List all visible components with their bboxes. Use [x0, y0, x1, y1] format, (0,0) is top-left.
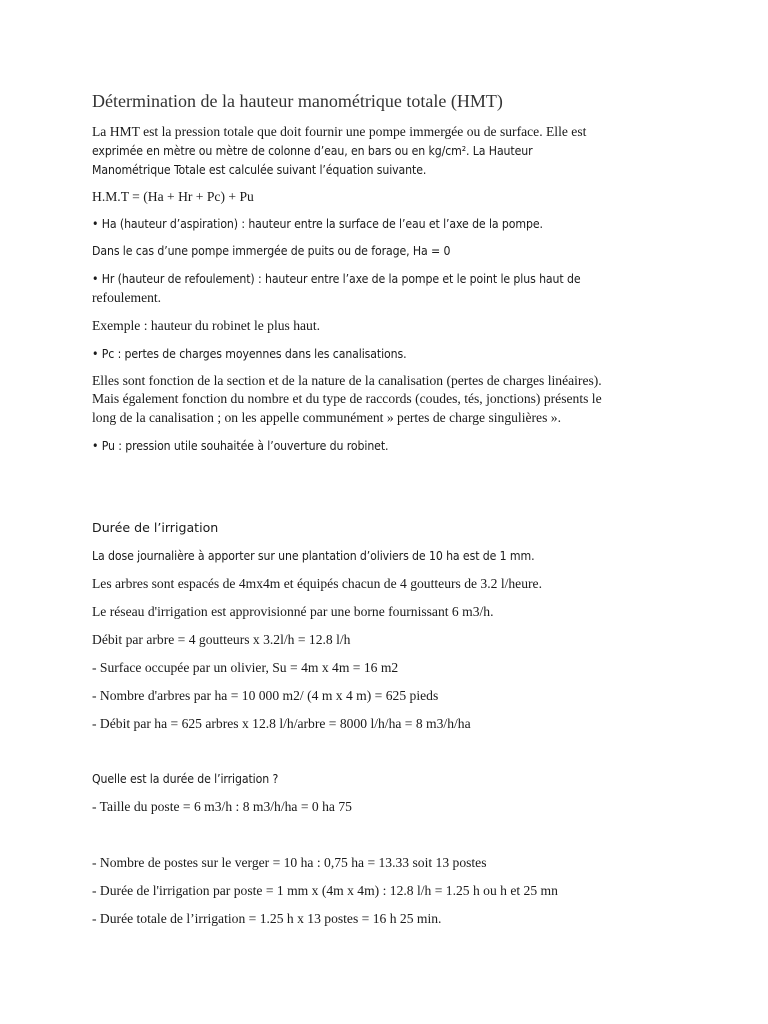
ha-note: Dans le cas d’une pompe immergée de puits ou de forage, Ha = 0: [92, 244, 451, 258]
duration-per-post: - Durée de l'irrigation par poste = 1 mm x (4m x 4m) : 12.8 l/h = 1.25 h ou h et 25 mn: [92, 883, 558, 898]
pu-definition: • Pu : pression utile souhaitée à l’ouverture du robinet.: [92, 439, 389, 453]
intro-line-2: exprimée en mètre ou mètre de colonne d’eau, en bars ou en kg/cm². La Hauteur: [92, 144, 533, 158]
pc-paragraph-line-3: long de la canalisation ; on les appelle communément » pertes de charge singulières ».: [92, 410, 561, 425]
document-title: Détermination de la hauteur manométrique totale (HMT): [92, 91, 503, 111]
irrigation-duration-question: Quelle est la durée de l’irrigation ?: [92, 772, 279, 786]
pc-paragraph-line-1: Elles sont fonction de la section et de la nature de la canalisation (pertes de charges linéaires).: [92, 373, 602, 388]
pc-definition: • Pc : pertes de charges moyennes dans les canalisations.: [92, 347, 407, 361]
total-duration: - Durée totale de l’irrigation = 1.25 h x 13 postes = 16 h 25 min.: [92, 911, 442, 926]
flow-per-tree: Débit par arbre = 4 goutteurs x 3.2l/h = 12.8 l/h: [92, 632, 351, 647]
irrigation-section-title: Durée de l’irrigation: [92, 520, 219, 535]
post-count: - Nombre de postes sur le verger = 10 ha : 0,75 ha = 13.33 soit 13 postes: [92, 855, 487, 870]
hmt-formula: H.M.T = (Ha + Hr + Pc) + Pu: [92, 189, 254, 204]
flow-per-hectare: - Débit par ha = 625 arbres x 12.8 l/h/arbre = 8000 l/h/ha = 8 m3/h/ha: [92, 716, 471, 731]
trees-per-hectare: - Nombre d'arbres par ha = 10 000 m2/ (4 m x 4 m) = 625 pieds: [92, 688, 439, 703]
irrigation-dose: La dose journalière à apporter sur une plantation d’oliviers de 10 ha est de 1 mm.: [92, 549, 535, 563]
surface-per-olive-tree: - Surface occupée par un olivier, Su = 4m x 4m = 16 m2: [92, 660, 399, 675]
trees-spacing: Les arbres sont espacés de 4mx4m et équipés chacun de 4 goutteurs de 3.2 l/heure.: [92, 576, 542, 591]
intro-line-3: Manométrique Totale est calculée suivant l’équation suivante.: [92, 163, 427, 177]
post-size: - Taille du poste = 6 m3/h : 8 m3/h/ha = 0 ha 75: [92, 799, 352, 814]
hr-definition-line-1: • Hr (hauteur de refoulement) : hauteur entre l’axe de la pompe et le point le plus haut de: [92, 272, 581, 286]
ha-definition: • Ha (hauteur d’aspiration) : hauteur entre la surface de l’eau et l’axe de la pompe.: [92, 217, 543, 231]
intro-line-1: La HMT est la pression totale que doit fournir une pompe immergée ou de surface. Elle est: [92, 124, 587, 139]
hr-example: Exemple : hauteur du robinet le plus haut.: [92, 318, 321, 333]
pc-paragraph-line-2: Mais également fonction du nombre et du type de raccords (coudes, tés, jonctions) présents le: [92, 391, 602, 406]
network-supply: Le réseau d'irrigation est approvisionné par une borne fournissant 6 m3/h.: [92, 604, 494, 619]
hr-definition-line-2: refoulement.: [92, 290, 162, 305]
